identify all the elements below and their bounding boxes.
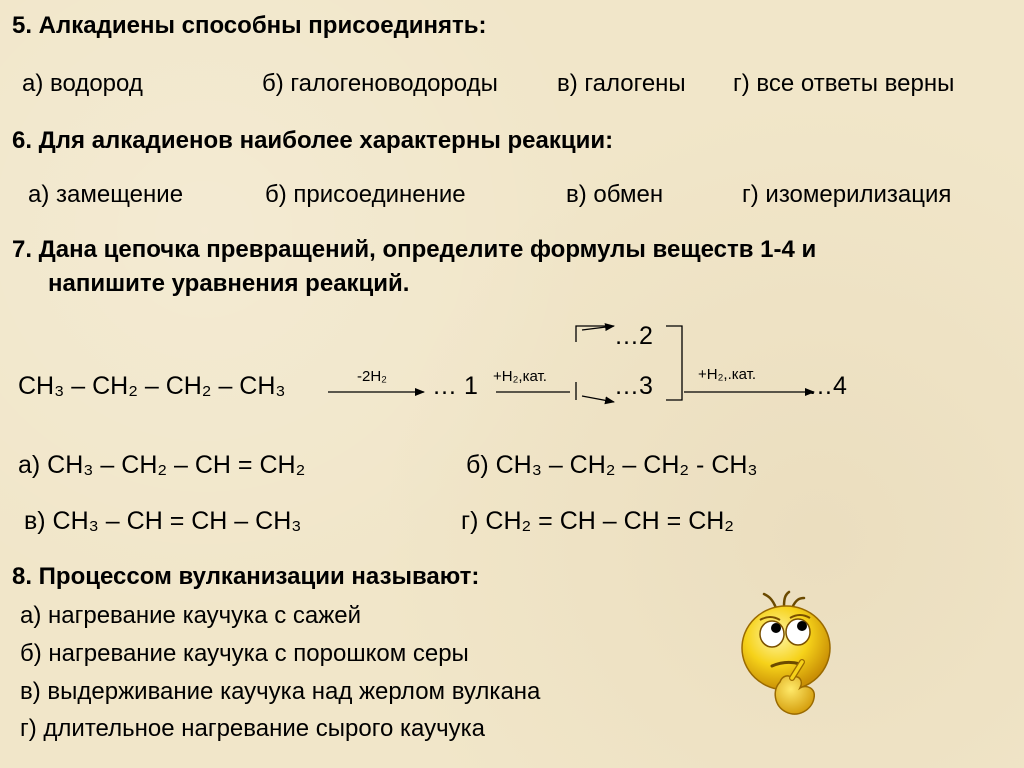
chain-node-4: …4 xyxy=(808,372,847,400)
branch-arrow-to-3 xyxy=(582,396,614,402)
chain-label-hydrogenation-2: +H₂,.кат. xyxy=(698,366,757,383)
question-7-title-line1: 7. Дана цепочка превращений, определите формулы веществ 1-4 и xyxy=(12,236,817,263)
question-8-title: 8. Процессом вулканизации называют: xyxy=(12,563,480,590)
question-5-title: 5. Алкадиены способны присоединять: xyxy=(12,12,487,39)
q6-option-c: в) обмен xyxy=(566,181,664,208)
q7-option-d: г) CH₂ = CH – CH = CH₂ xyxy=(461,507,735,535)
q7-option-a: а) CH₃ – CH₂ – CH = CH₂ xyxy=(18,451,306,479)
q6-option-a: а) замещение xyxy=(28,181,184,208)
chain-node-2: …2 xyxy=(614,322,653,350)
chain-label-hydrogenation-1: +H₂,кат. xyxy=(493,368,547,385)
q8-option-a: а) нагревание каучука с сажей xyxy=(20,602,362,629)
q6-option-d: г) изомерилизация xyxy=(742,181,952,208)
q5-option-b: б) галогеноводороды xyxy=(262,70,498,97)
chain-start-formula: CH₃ – CH₂ – CH₂ – CH₃ xyxy=(18,372,286,400)
q5-option-d: г) все ответы верны xyxy=(733,70,955,97)
q5-option-c: в) галогены xyxy=(557,70,686,97)
q5-option-a: а) водород xyxy=(22,70,143,97)
branch-bracket-right xyxy=(666,326,682,400)
q6-option-b: б) присоединение xyxy=(265,181,466,208)
q7-option-c: в) CH₃ – CH = CH – CH₃ xyxy=(24,507,302,535)
thinking-smiley-icon xyxy=(732,590,842,725)
q8-option-b: б) нагревание каучука с порошком серы xyxy=(20,640,469,667)
chain-node-1: … 1 xyxy=(432,372,478,400)
question-6-title: 6. Для алкадиенов наиболее характерны реакции: xyxy=(12,127,614,154)
chain-node-3: …3 xyxy=(614,372,653,400)
question-7-title-line2: напишите уравнения реакций. xyxy=(48,270,410,297)
q8-option-c: в) выдерживание каучука над жерлом вулкана xyxy=(20,678,541,705)
q7-option-b: б) CH₃ – CH₂ – CH₂ - CH₃ xyxy=(466,451,758,479)
chain-label-dehydrogenation: -2H₂ xyxy=(357,368,387,385)
q8-option-d: г) длительное нагревание сырого каучука xyxy=(20,715,485,742)
